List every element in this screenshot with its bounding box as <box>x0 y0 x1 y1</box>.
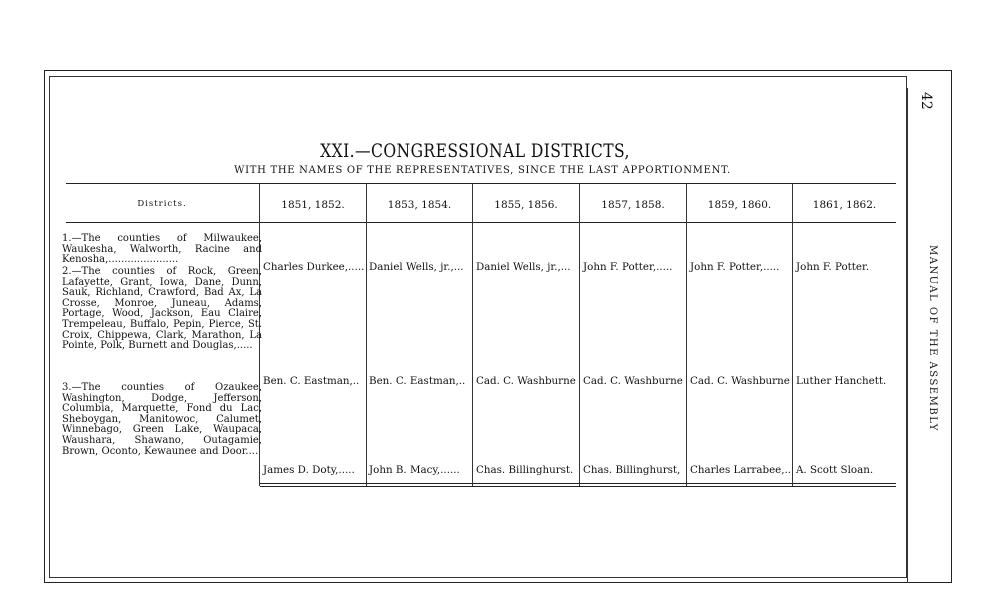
column-divider <box>792 184 793 486</box>
district-1-description: 1.—The counties of Milwaukee, Waukesha, Walworth, Racine and Kenosha,...................... <box>62 233 262 266</box>
table-cell: Ben. C. Eastman,.. <box>263 375 360 387</box>
districts-header: Districts. <box>137 199 187 209</box>
table-top-rule <box>66 183 896 184</box>
table-cell: Charles Larrabee,.. <box>690 464 792 476</box>
table-cell: Luther Hanchett. <box>796 375 887 387</box>
running-head: MANUAL OF THE ASSEMBLY <box>927 245 938 432</box>
table-cell: John F. Potter,..... <box>583 261 673 273</box>
column-header: 1859, 1860. <box>707 199 772 211</box>
column-header: 1855, 1856. <box>494 199 558 211</box>
page-number: 42 <box>918 92 934 110</box>
table-cell: A. Scott Sloan. <box>796 464 874 476</box>
district-2-description: 2.—The counties of Rock, Green, Lafayette, Grant, Iowa, Dane, Dunn, Sauk, Richland, Crawford, Bad Ax, La Crosse, Monroe, Juneau, Adams, Portage, Wood, Jackson, Eau Claire, Trempeleau, Buffalo, Pepin, Pierce, St. Croix, Chippewa, Clark, Marathon, La Pointe, Polk, Burnett and Douglas,..... <box>62 266 262 352</box>
margin-rule <box>907 88 908 583</box>
column-divider <box>472 184 473 486</box>
column-divider <box>686 184 687 486</box>
table-cell: John F. Potter,..... <box>690 261 780 273</box>
table-cell: John F. Potter. <box>796 261 870 273</box>
column-header: 1853, 1854. <box>387 199 452 211</box>
table-cell: Cad. C. Washburne <box>476 375 576 387</box>
table-header-rule <box>66 222 896 223</box>
column-divider <box>366 184 367 486</box>
column-header: 1861, 1862. <box>812 199 877 211</box>
table-cell: Daniel Wells, jr.,... <box>476 261 571 273</box>
table-cell: Chas. Billinghurst. <box>476 464 574 476</box>
page-subtitle: WITH THE NAMES OF THE REPRESENTATIVES, SINCE THE LAST APPORTIONMENT. <box>234 165 731 176</box>
table-cell: Cad. C. Washburne <box>583 375 683 387</box>
column-header: 1851, 1852. <box>281 199 345 211</box>
table-bottom-rule <box>260 483 896 484</box>
table-cell: Chas. Billinghurst, <box>583 464 681 476</box>
column-divider <box>579 184 580 486</box>
table-bottom-rule-thin <box>260 486 896 487</box>
table-cell: Cad. C. Washburne <box>690 375 790 387</box>
column-header: 1857, 1858. <box>601 199 665 211</box>
district-3-description: 3.—The counties of Ozaukee, Washington, Dodge, Jefferson, Columbia, Marquette, Fond du Lac, Sheboygan, Manitowoc, Calumet, Winnebago, Green Lake, Waupaca, Waushara, Shawano, Outagamie, Brown, Oconto, Kewaunee and Door.... <box>62 382 262 457</box>
table-cell: Ben. C. Eastman,.. <box>369 375 466 387</box>
table-cell: Daniel Wells, jr.,... <box>369 261 464 273</box>
page-title: XXI.—CONGRESSIONAL DISTRICTS, <box>320 140 630 162</box>
table-cell: James D. Doty,..... <box>263 464 355 476</box>
table-cell: Charles Durkee,..... <box>263 261 365 273</box>
table-cell: John B. Macy,...... <box>369 464 460 476</box>
